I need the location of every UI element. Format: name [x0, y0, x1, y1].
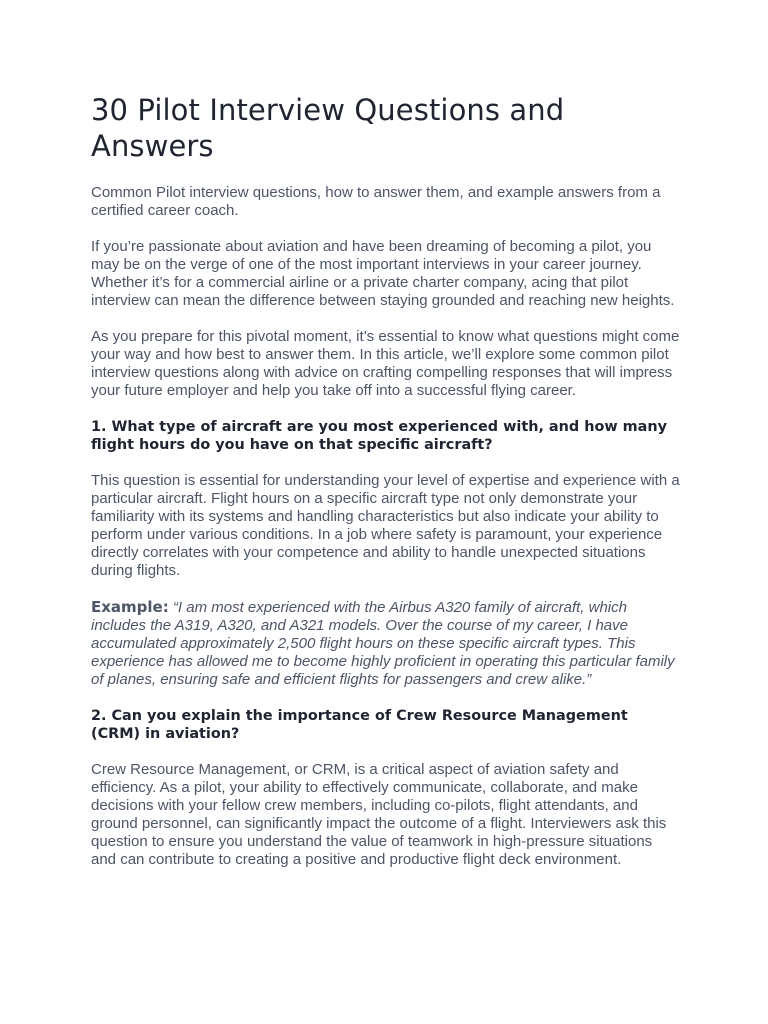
example-answer: “I am most experienced with the Airbus A320 family of aircraft, which includes the A319, A320, and A321 models. Over the course of my career, I have accumulated approximately 2,500 flight hours on these specific aircraft types. This experience has allowed me to become highly proficient in operating this particular family of planes, ensuring safe and efficient flights for passengers and crew alike.” — [91, 599, 675, 688]
question-2-explanation: Crew Resource Management, or CRM, is a critical aspect of aviation safety and efficiency. As a pilot, your ability to effectively communicate, collaborate, and make decisions with your fellow crew members, including co-pilots, flight attendants, and ground personnel, can significantly impact the outcome of a flight. Interviewers ask this question to ensure you understand the value of teamwork in high-pressure situations and can contribute to creating a positive and productive flight deck environment. — [91, 761, 667, 868]
page-title: 30 Pilot Interview Questions and Answers — [91, 93, 565, 163]
question-1-explanation: This question is essential for understanding your level of expertise and experience with a particular aircraft. Flight hours on a specific aircraft type not only demonstrate your familiarity with its systems and handling characteristics but also indicate your ability to perform under various conditions. In a job where safety is paramount, your experience directly correlates with your competence and ability to handle unexpected situations during flights. — [91, 472, 680, 579]
question-1-example — [91, 598, 681, 689]
question-2-heading: 2. Can you explain the importance of Crew Resource Management (CRM) in aviation? — [91, 708, 628, 742]
subtitle: Common Pilot interview questions, how to answer them, and example answers from a certified career coach. — [91, 184, 661, 219]
question-1-heading: 1. What type of aircraft are you most experienced with, and how many flight hours do you have on that specific aircraft? — [91, 419, 667, 453]
intro-paragraph-2: As you prepare for this pivotal moment, it’s essential to know what questions might come your way and how best to answer them. In this article, we’ll explore some common pilot interview questions along with advice on crafting compelling responses that will impress your future employer and help you take off into a successful flying career. — [91, 328, 680, 399]
intro-paragraph-1: If you’re passionate about aviation and have been dreaming of becoming a pilot, you may be on the verge of one of the most important interviews in your career journey. Whether it’s for a commercial airline or a private charter company, acing that pilot interview can mean the difference between staying grounded and reaching new heights. — [91, 238, 675, 309]
example-label: Example: — [91, 598, 169, 616]
article — [91, 92, 681, 887]
